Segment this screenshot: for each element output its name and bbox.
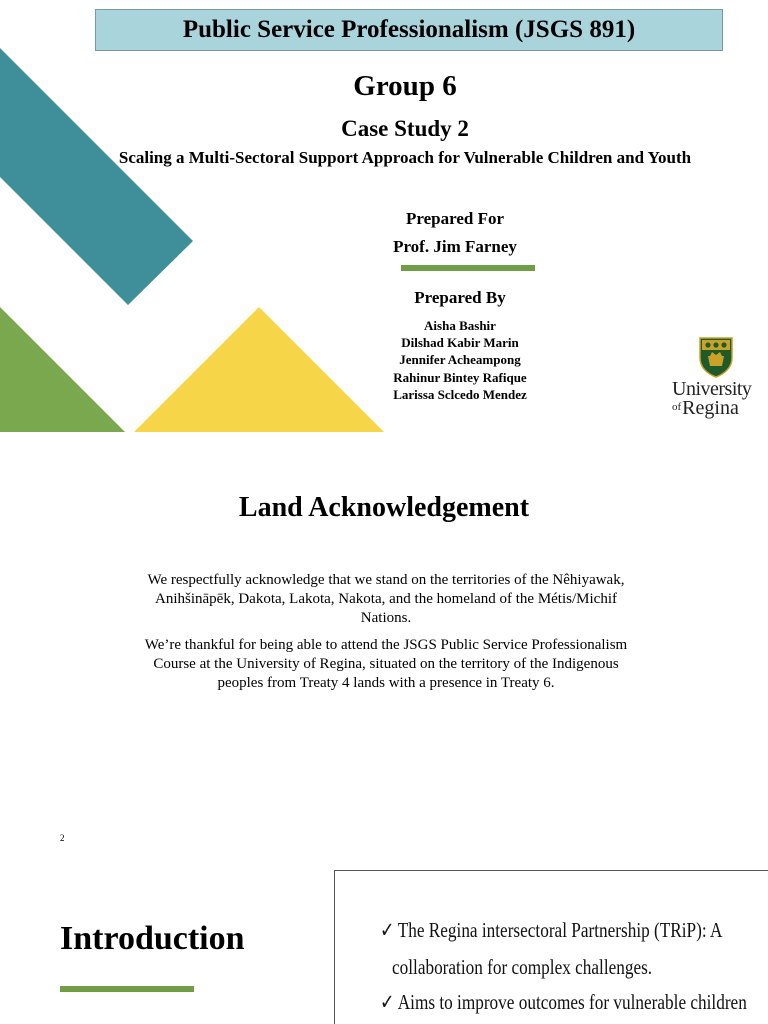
land-acknowledgement-title: Land Acknowledgement	[238, 492, 530, 523]
green-divider	[401, 265, 535, 271]
author-name: Dilshad Kabir Marin	[401, 335, 519, 351]
author-name: Jennifer Acheampong	[399, 352, 521, 368]
bullet-text: Aims to improve outcomes for vulnerable children	[397, 990, 747, 1014]
course-title: Public Service Professionalism (JSGS 891)	[95, 9, 723, 51]
university-logo	[672, 336, 762, 420]
bullet-text: The Regina intersectoral Partnership (TRiP): A	[397, 918, 723, 942]
bullet-item	[380, 918, 722, 943]
check-icon: ✓	[380, 918, 395, 942]
prepared-for-name: Prof. Jim Farney	[393, 237, 517, 256]
university-crest-icon	[698, 336, 734, 378]
teal-diagonal-band	[0, 48, 193, 305]
author-name: Larissa Sclcedo Mendez	[393, 386, 527, 402]
green-divider	[60, 986, 194, 992]
title-slide	[0, 0, 768, 432]
author-name: Rahinur Bintey Rafique	[393, 369, 527, 385]
logo-university-text: University	[672, 378, 752, 400]
land-acknowledgement-slide	[0, 440, 768, 860]
logo-regina-word: Regina	[682, 397, 739, 419]
logo-of-text: of	[672, 401, 682, 413]
prepared-for-label: Prepared For	[405, 209, 505, 228]
case-study-title: Case Study 2	[341, 116, 469, 141]
prepared-by-label: Prepared By	[414, 288, 506, 307]
acknowledgement-paragraph-1: We respectfully acknowledge that we stand on the territories of the Nêhiyawak, Anihšināpēk, Dakota, Lakota, Nakota, and the homeland of the Métis/Michif Nations.	[147, 572, 625, 626]
introduction-slide	[0, 862, 768, 1024]
bullet-item	[380, 990, 747, 1015]
case-study-subtitle: Scaling a Multi-Sectoral Support Approach for Vulnerable Children and Youth	[118, 148, 692, 167]
author-name: Aisha Bashir	[424, 318, 496, 333]
acknowledgement-paragraph-2: We’re thankful for being able to attend the JSGS Public Service Professionalism Course at the University of Regina, situated on the territory of the Indigenous peoples from Treaty 4 lands with a presence in Treaty 6.	[144, 637, 628, 691]
introduction-title: Introduction	[60, 920, 245, 957]
bullet-continuation: collaboration for complex challenges.	[392, 955, 653, 979]
green-triangle	[0, 307, 125, 432]
page-number: 2	[60, 833, 65, 843]
author-list	[330, 317, 590, 403]
group-title: Group 6	[353, 70, 457, 102]
check-icon: ✓	[380, 990, 395, 1014]
